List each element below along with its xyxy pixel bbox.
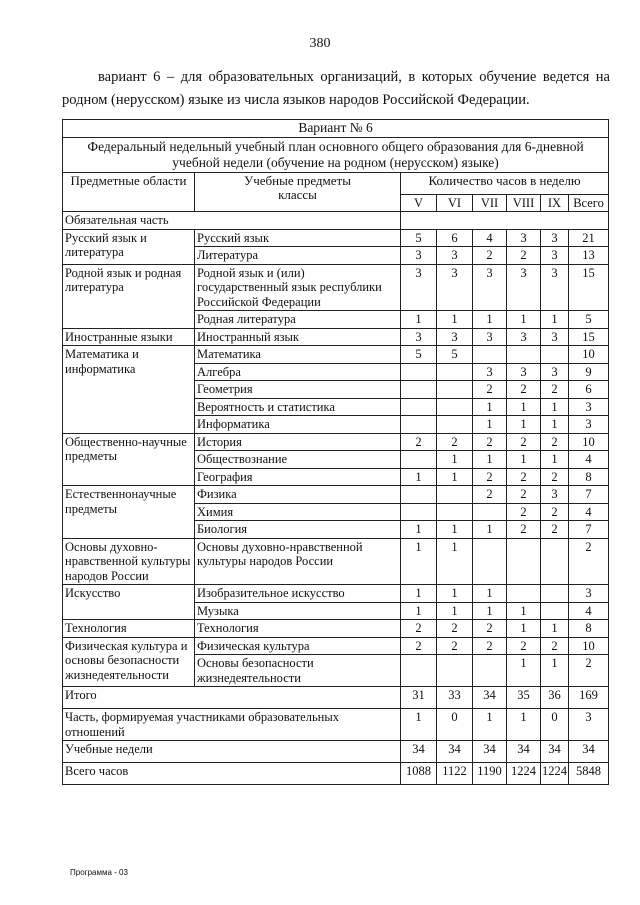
totals-cell: 1: [507, 709, 541, 741]
hours-cell: 15: [569, 328, 609, 346]
hours-cell: 3: [473, 328, 507, 346]
hours-cell: 1: [401, 585, 437, 603]
totals-cell: 34: [569, 741, 609, 763]
hours-cell: 2: [437, 433, 473, 451]
hours-cell: 2: [473, 637, 507, 655]
header-row: [63, 172, 609, 194]
totals-cell: 1088: [401, 763, 437, 785]
grade-total: Всего: [569, 194, 609, 212]
hours-cell: [541, 585, 569, 603]
hours-cell: 2: [401, 433, 437, 451]
hours-cell: 1: [507, 398, 541, 416]
table-row: [63, 538, 609, 585]
hours-cell: 7: [569, 486, 609, 504]
subject-name: Алгебра: [195, 363, 401, 381]
hours-cell: 2: [437, 620, 473, 638]
totals-cell: 35: [507, 687, 541, 709]
hours-cell: 3: [569, 398, 609, 416]
hours-cell: 2: [473, 486, 507, 504]
hours-cell: 3: [569, 585, 609, 603]
hours-cell: [541, 602, 569, 620]
hours-cell: 1: [473, 451, 507, 469]
totals-cell: 34: [473, 687, 507, 709]
hours-cell: 2: [473, 247, 507, 265]
hours-cell: 1: [437, 602, 473, 620]
hours-cell: [507, 585, 541, 603]
subject-name: Музыка: [195, 602, 401, 620]
hours-cell: 2: [507, 468, 541, 486]
subject-name: Химия: [195, 503, 401, 521]
hours-cell: 1: [473, 602, 507, 620]
hours-cell: 7: [569, 521, 609, 539]
hours-cell: [507, 346, 541, 364]
hours-cell: 5: [569, 311, 609, 329]
table-row: [63, 328, 609, 346]
hours-cell: [437, 503, 473, 521]
mandatory-label: Обязательная часть: [63, 212, 401, 230]
hours-cell: 1: [401, 311, 437, 329]
mandatory-empty: [401, 212, 609, 230]
hours-cell: 5: [437, 346, 473, 364]
hours-cell: 3: [473, 363, 507, 381]
hours-cell: 3: [437, 328, 473, 346]
hours-cell: 1: [541, 620, 569, 638]
totals-cell: 1: [473, 709, 507, 741]
hours-cell: 6: [569, 381, 609, 399]
totals-cell: 0: [437, 709, 473, 741]
subject-name: Русский язык: [195, 229, 401, 247]
hours-cell: 4: [569, 503, 609, 521]
subject-name: Литература: [195, 247, 401, 265]
table-row: [63, 229, 609, 247]
hours-cell: 3: [569, 416, 609, 434]
totals-cell: 1224: [541, 763, 569, 785]
subject-area: Общественно-научные предметы: [63, 433, 195, 486]
hours-cell: 1: [401, 602, 437, 620]
hours-cell: [507, 538, 541, 585]
hours-cell: 1: [437, 521, 473, 539]
hours-cell: 8: [569, 468, 609, 486]
totals-label: Всего часов: [63, 763, 401, 785]
subject-name: Физическая культура: [195, 637, 401, 655]
hours-cell: 6: [437, 229, 473, 247]
curriculum-table: [62, 119, 609, 785]
totals-cell: 34: [507, 741, 541, 763]
subject-name: Основы духовно-нравственной культуры народов России: [195, 538, 401, 585]
totals-cell: 1: [401, 709, 437, 741]
hours-cell: 1: [507, 655, 541, 687]
hours-cell: 5: [401, 229, 437, 247]
hours-cell: 1: [473, 311, 507, 329]
hours-cell: 3: [541, 486, 569, 504]
hours-cell: 2: [541, 503, 569, 521]
subject-name: Биология: [195, 521, 401, 539]
totals-row: [63, 763, 609, 785]
hours-cell: [473, 538, 507, 585]
hours-cell: 2: [401, 637, 437, 655]
table-row: [63, 585, 609, 603]
hours-cell: 2: [507, 637, 541, 655]
header-subjects-label: Учебные предметы: [244, 172, 351, 188]
totals-cell: 31: [401, 687, 437, 709]
hours-cell: [401, 416, 437, 434]
hours-cell: 1: [507, 620, 541, 638]
table-row: [63, 486, 609, 504]
hours-cell: 2: [569, 538, 609, 585]
footer-label: Программа - 03: [70, 868, 128, 877]
subject-name: История: [195, 433, 401, 451]
hours-cell: [437, 416, 473, 434]
totals-cell: 1122: [437, 763, 473, 785]
hours-cell: 3: [541, 247, 569, 265]
hours-cell: 2: [541, 433, 569, 451]
totals-row: [63, 709, 609, 741]
hours-cell: 13: [569, 247, 609, 265]
hours-cell: [541, 346, 569, 364]
header-hours: Количество часов в неделю: [401, 172, 609, 194]
totals-cell: 34: [473, 741, 507, 763]
hours-cell: 3: [541, 264, 569, 311]
hours-cell: [473, 655, 507, 687]
hours-cell: 2: [507, 433, 541, 451]
totals-cell: 3: [569, 709, 609, 741]
hours-cell: 2: [541, 637, 569, 655]
grade-vii: VII: [473, 194, 507, 212]
totals-label: Итого: [63, 687, 401, 709]
hours-cell: 3: [473, 264, 507, 311]
hours-cell: 1: [507, 416, 541, 434]
header-subjects: [195, 172, 401, 212]
hours-cell: 1: [473, 416, 507, 434]
table-row: [63, 264, 609, 311]
plan-title-row: [63, 137, 609, 172]
hours-cell: 10: [569, 433, 609, 451]
hours-cell: 3: [507, 264, 541, 311]
hours-cell: 3: [437, 247, 473, 265]
hours-cell: 3: [507, 328, 541, 346]
hours-cell: 5: [401, 346, 437, 364]
plan-title: Федеральный недельный учебный план основного общего образования для 6-дневной учебной недели (обучение на родном (нерусском) языке): [63, 137, 609, 172]
hours-cell: 1: [437, 311, 473, 329]
hours-cell: 1: [541, 416, 569, 434]
hours-cell: 2: [401, 620, 437, 638]
subject-name: Изобразительное искусство: [195, 585, 401, 603]
totals-cell: 1224: [507, 763, 541, 785]
hours-cell: [401, 503, 437, 521]
subject-area: Родной язык и родная литература: [63, 264, 195, 328]
hours-cell: 1: [437, 451, 473, 469]
hours-cell: 2: [569, 655, 609, 687]
intro-paragraph: вариант 6 – для образовательных организаций, в которых обучение ведется на родном (нерусском) языке из числа языков народов Российской Федерации.: [62, 69, 610, 108]
hours-cell: [401, 381, 437, 399]
hours-cell: 2: [541, 521, 569, 539]
hours-cell: [401, 451, 437, 469]
totals-cell: 0: [541, 709, 569, 741]
hours-cell: [437, 486, 473, 504]
hours-cell: 1: [507, 602, 541, 620]
hours-cell: 9: [569, 363, 609, 381]
hours-cell: 2: [507, 521, 541, 539]
subject-area: Искусство: [63, 585, 195, 620]
hours-cell: 3: [437, 264, 473, 311]
totals-cell: 169: [569, 687, 609, 709]
grade-v: V: [401, 194, 437, 212]
hours-cell: [473, 346, 507, 364]
hours-cell: 8: [569, 620, 609, 638]
page-number: 380: [309, 36, 331, 51]
subject-name: Иностранный язык: [195, 328, 401, 346]
subject-name: Родная литература: [195, 311, 401, 329]
hours-cell: 1: [401, 468, 437, 486]
hours-cell: [401, 398, 437, 416]
totals-row: [63, 687, 609, 709]
totals-cell: 5848: [569, 763, 609, 785]
hours-cell: [401, 363, 437, 381]
hours-cell: 2: [541, 381, 569, 399]
hours-cell: 1: [473, 521, 507, 539]
subject-name: Физика: [195, 486, 401, 504]
totals-cell: 34: [401, 741, 437, 763]
table-row: [63, 433, 609, 451]
table-row: [63, 620, 609, 638]
hours-cell: 1: [473, 398, 507, 416]
grade-ix: IX: [541, 194, 569, 212]
hours-cell: 3: [541, 328, 569, 346]
subject-area: Русский язык и литература: [63, 229, 195, 264]
subject-name: Вероятность и статистика: [195, 398, 401, 416]
hours-cell: [437, 655, 473, 687]
hours-cell: 1: [541, 451, 569, 469]
hours-cell: 2: [507, 486, 541, 504]
hours-cell: 1: [401, 521, 437, 539]
totals-cell: 34: [437, 741, 473, 763]
hours-cell: 1: [507, 311, 541, 329]
hours-cell: 3: [541, 363, 569, 381]
hours-cell: 1: [437, 538, 473, 585]
hours-cell: 2: [473, 620, 507, 638]
subject-name: Основы безопасности жизнедеятельности: [195, 655, 401, 687]
hours-cell: [437, 398, 473, 416]
subject-name: Информатика: [195, 416, 401, 434]
hours-cell: 3: [507, 363, 541, 381]
hours-cell: 4: [473, 229, 507, 247]
subject-name: Математика: [195, 346, 401, 364]
hours-cell: 2: [507, 381, 541, 399]
subject-name: Геометрия: [195, 381, 401, 399]
hours-cell: 3: [507, 229, 541, 247]
subject-name: Технология: [195, 620, 401, 638]
table-row: [63, 637, 609, 655]
totals-cell: 1190: [473, 763, 507, 785]
subject-area: Иностранные языки: [63, 328, 195, 346]
hours-cell: 10: [569, 637, 609, 655]
hours-cell: 3: [401, 247, 437, 265]
table-row: [63, 346, 609, 364]
hours-cell: [437, 381, 473, 399]
totals-label: Учебные недели: [63, 741, 401, 763]
hours-cell: 2: [473, 433, 507, 451]
header-classes-label: классы: [278, 187, 317, 202]
hours-cell: 1: [541, 655, 569, 687]
hours-cell: [473, 503, 507, 521]
hours-cell: 2: [541, 468, 569, 486]
hours-cell: 2: [473, 468, 507, 486]
hours-cell: 1: [473, 585, 507, 603]
subject-name: Обществознание: [195, 451, 401, 469]
hours-cell: 1: [437, 585, 473, 603]
hours-cell: 2: [473, 381, 507, 399]
subject-area: Физическая культура и основы безопасности жизнедеятельности: [63, 637, 195, 687]
hours-cell: 1: [437, 468, 473, 486]
grade-vi: VI: [437, 194, 473, 212]
variant-row: [63, 120, 609, 138]
hours-cell: 3: [541, 229, 569, 247]
hours-cell: 4: [569, 451, 609, 469]
totals-row: [63, 741, 609, 763]
subject-area: Математика и информатика: [63, 346, 195, 434]
subject-area: Естественнонаучные предметы: [63, 486, 195, 539]
hours-cell: [541, 538, 569, 585]
totals-cell: 34: [541, 741, 569, 763]
hours-cell: 21: [569, 229, 609, 247]
hours-cell: 4: [569, 602, 609, 620]
hours-cell: [401, 486, 437, 504]
hours-cell: 1: [541, 398, 569, 416]
subject-area: Основы духовно-нравственной культуры народов России: [63, 538, 195, 585]
hours-cell: 15: [569, 264, 609, 311]
subject-name: География: [195, 468, 401, 486]
hours-cell: 3: [401, 328, 437, 346]
hours-cell: 10: [569, 346, 609, 364]
hours-cell: 2: [437, 637, 473, 655]
header-areas: Предметные области: [63, 172, 195, 212]
hours-cell: 3: [401, 264, 437, 311]
hours-cell: 2: [507, 503, 541, 521]
totals-cell: 36: [541, 687, 569, 709]
hours-cell: 1: [507, 451, 541, 469]
subject-area: Технология: [63, 620, 195, 638]
hours-cell: 1: [541, 311, 569, 329]
hours-cell: 1: [401, 538, 437, 585]
grade-viii: VIII: [507, 194, 541, 212]
variant-title: Вариант № 6: [63, 120, 609, 138]
subject-name: Родной язык и (или) государственный язык республики Российской Федерации: [195, 264, 401, 311]
totals-label: Часть, формируемая участниками образовательных отношений: [63, 709, 401, 741]
hours-cell: [401, 655, 437, 687]
mandatory-row: [63, 212, 609, 230]
totals-cell: 33: [437, 687, 473, 709]
hours-cell: [437, 363, 473, 381]
hours-cell: 2: [507, 247, 541, 265]
